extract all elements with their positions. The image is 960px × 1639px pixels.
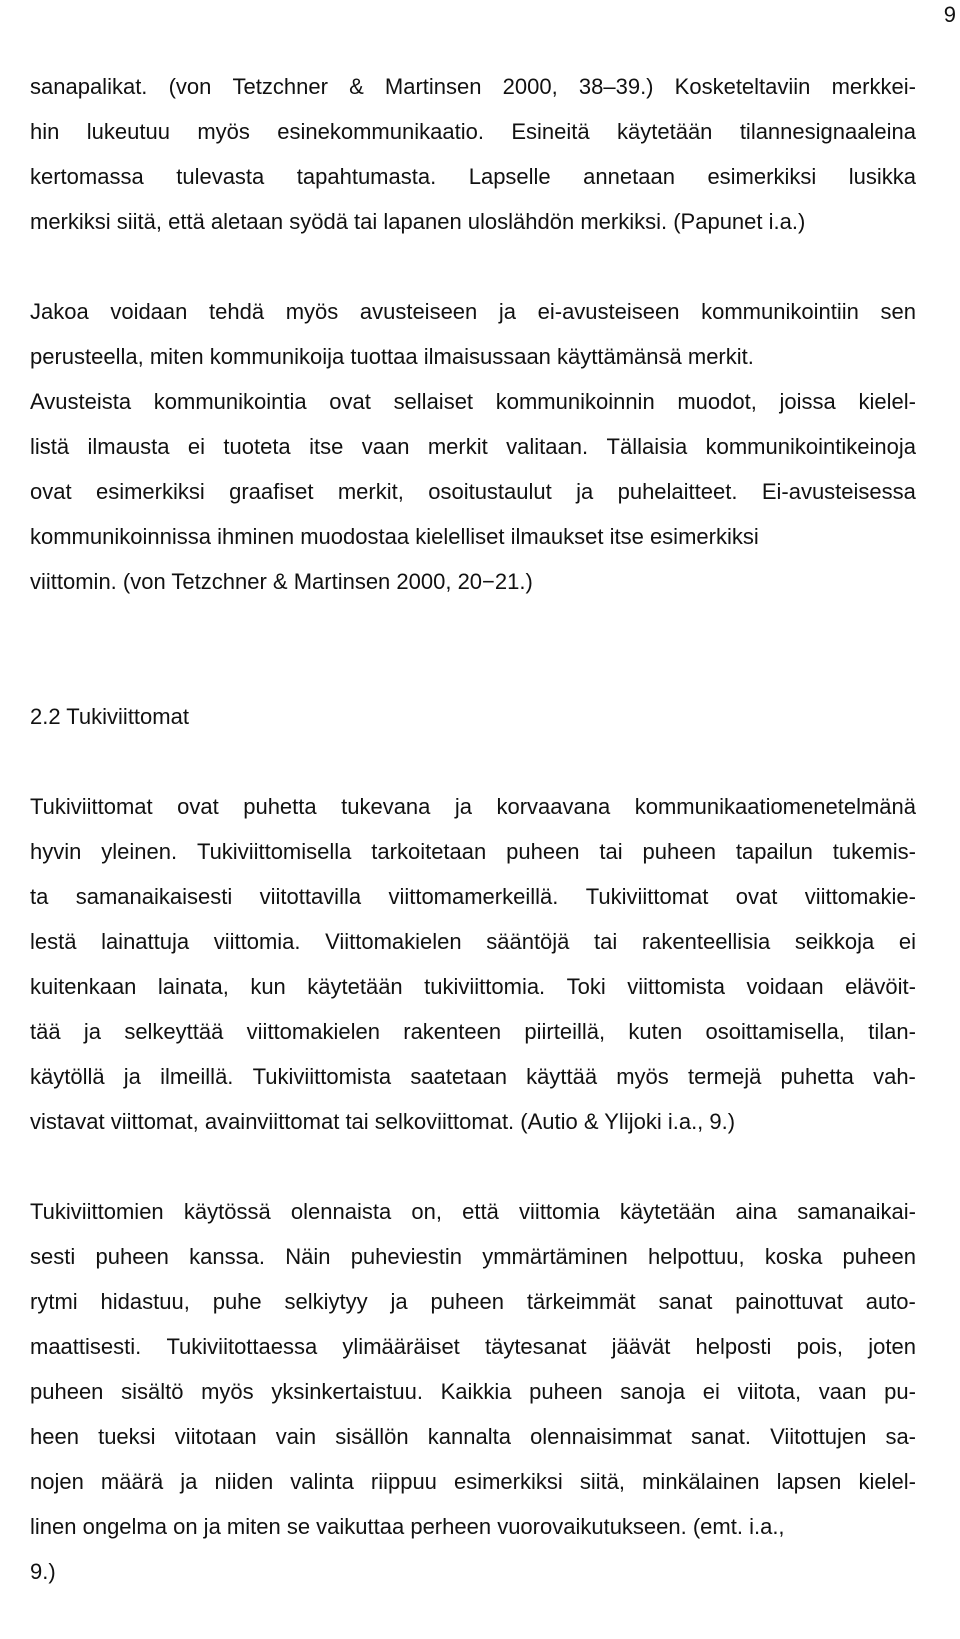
paragraph-4 <box>30 1189 916 1594</box>
text-line: Avusteista kommunikointia ovat sellaiset kommunikoinnin muodot, joissa kielel- <box>30 389 916 414</box>
section-heading: 2.2 Tukiviittomat <box>30 704 189 729</box>
text-line: vistavat viittomat, avainviittomat tai selkoviittomat. (Autio & Ylijoki i.a., 9.) <box>30 1109 736 1134</box>
text-line: perusteella, miten kommunikoija tuottaa ilmaisussaan käyttämänsä merkit. <box>30 344 754 369</box>
text-line: kertomassa tulevasta tapahtumasta. Lapselle annetaan esimerkiksi lusikka <box>30 164 916 189</box>
text-line: nojen määrä ja niiden valinta riippuu esimerkiksi siitä, minkälainen lapsen kielel- <box>30 1469 916 1494</box>
page-number: 9 <box>943 2 956 27</box>
text-line: heen tueksi viitotaan vain sisällön kannalta olennaisimmat sanat. Viitottujen sa- <box>30 1424 916 1449</box>
text-line: kommunikoinnissa ihminen muodostaa kielelliset ilmaukset itse esimerkiksi <box>30 524 759 549</box>
text-line: rytmi hidastuu, puhe selkiytyy ja puheen tärkeimmät sanat painottuvat auto- <box>30 1289 916 1314</box>
text-line: maattisesti. Tukiviitottaessa ylimääräiset täytesanat jäävät helposti pois, joten <box>30 1334 916 1359</box>
paragraph-spacer <box>30 1144 916 1189</box>
paragraph-spacer <box>30 244 916 289</box>
text-line: Tukiviittomien käytössä olennaista on, että viittomia käytetään aina samanaikai- <box>30 1199 916 1224</box>
text-line: ta samanaikaisesti viitottavilla viittomamerkeillä. Tukiviittomat ovat viittomakie- <box>30 884 916 909</box>
text-line: ovat esimerkiksi graafiset merkit, osoitustaulut ja puhelaitteet. Ei-avusteisessa <box>30 479 916 504</box>
paragraph-1 <box>30 64 916 244</box>
paragraph-spacer <box>30 739 916 784</box>
text-line: lestä lainattuja viittomia. Viittomakielen sääntöjä tai rakenteellisia seikkoja ei <box>30 929 916 954</box>
text-line: listä ilmausta ei tuoteta itse vaan merkit valitaan. Tällaisia kommunikointikeinoja <box>30 434 916 459</box>
text-line: linen ongelma on ja miten se vaikuttaa perheen vuorovaikutukseen. (emt. i.a., <box>30 1514 785 1539</box>
page-body <box>30 64 916 1594</box>
text-line: Tukiviittomat ovat puhetta tukevana ja korvaavana kommunikaatiomenetelmänä <box>30 794 916 819</box>
paragraph-3 <box>30 784 916 1144</box>
text-line: hyvin yleinen. Tukiviittomisella tarkoitetaan puheen tai puheen tapailun tukemis- <box>30 839 916 864</box>
paragraph-2 <box>30 289 916 604</box>
text-line: kuitenkaan lainata, kun käytetään tukiviittomia. Toki viittomista voidaan elävöit- <box>30 974 916 999</box>
text-line: puheen sisältö myös yksinkertaistuu. Kaikkia puheen sanoja ei viitota, vaan pu- <box>30 1379 916 1404</box>
text-line: käytöllä ja ilmeillä. Tukiviittomista saatetaan käyttää myös termejä puhetta vah- <box>30 1064 916 1089</box>
text-line: viittomin. (von Tetzchner & Martinsen 2000, 20−21.) <box>30 569 533 594</box>
section-spacer <box>30 604 916 694</box>
text-line: Jakoa voidaan tehdä myös avusteiseen ja ei-avusteiseen kommunikointiin sen <box>30 299 916 324</box>
text-line: sanapalikat. (von Tetzchner & Martinsen 2000, 38–39.) Kosketeltaviin merkkei- <box>30 74 916 99</box>
text-line: merkiksi siitä, että aletaan syödä tai lapanen uloslähdön merkiksi. (Papunet i.a.) <box>30 209 806 234</box>
text-line: sesti puheen kanssa. Näin puheviestin ymmärtäminen helpottuu, koska puheen <box>30 1244 916 1269</box>
text-line: 9.) <box>30 1559 56 1584</box>
text-line: tää ja selkeyttää viittomakielen rakenteen piirteillä, kuten osoittamisella, tilan- <box>30 1019 916 1044</box>
text-line: hin lukeutuu myös esinekommunikaatio. Esineitä käytetään tilannesignaaleina <box>30 119 916 144</box>
